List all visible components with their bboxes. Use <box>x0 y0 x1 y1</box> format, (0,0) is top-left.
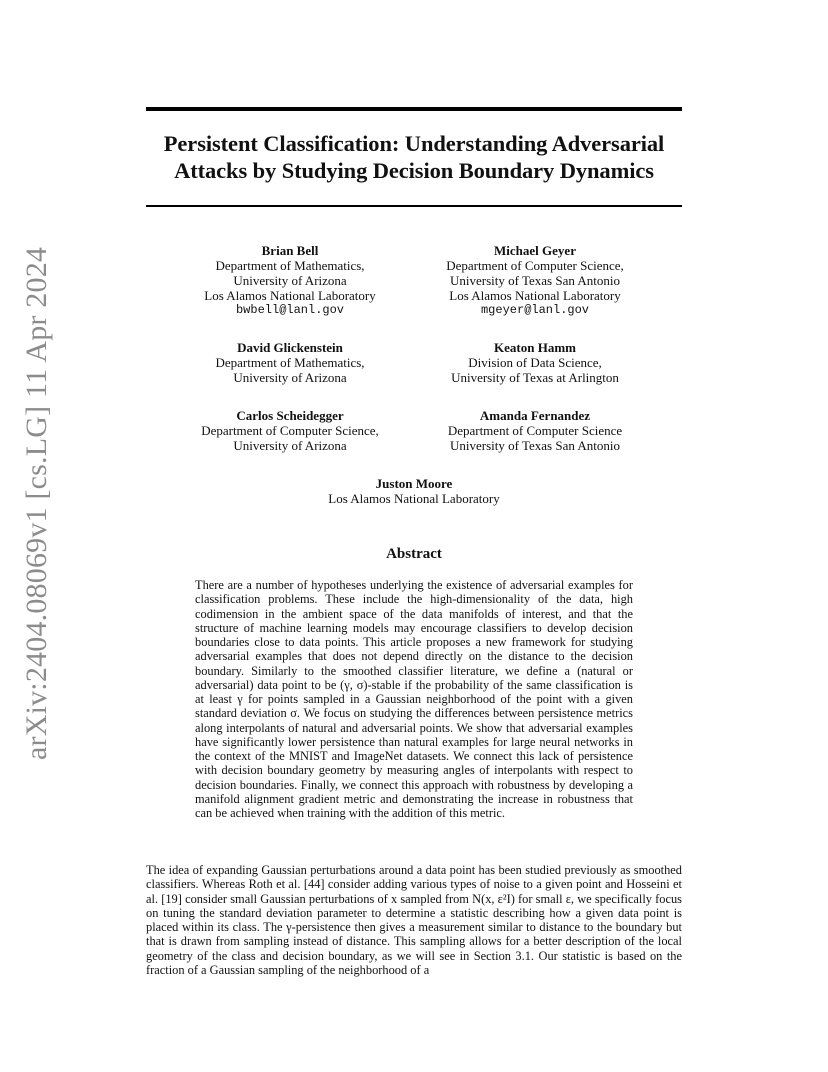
author-carlos-scheidegger <box>190 408 390 453</box>
author-name: Brian Bell <box>261 243 319 258</box>
author-affiliation: Department of Computer Science, <box>201 423 379 438</box>
body-paragraph: The idea of expanding Gaussian perturbations around a data point has been studied previously as smoothed classifiers. Whereas Roth et al. [44] consider adding various types of noise to a given point and Hosseini et al. [19] consider small Gaussian perturbations of x sampled from N(x, ε²I) for small ε, we specifically focus on tuning the standard deviation parameter to determine a statistic describing how a given data point is placed within its class. The γ-persistence then gives a measurement similar to distance to the boundary but that is drawn from sampling instead of distance. This sampling allows for a better description of the local geometry of the class and decision boundary, as we will see in Section 3.1. Our statistic is based on the fraction of a Gaussian sampling of the neighborhood of a <box>146 863 682 978</box>
author-name: Amanda Fernandez <box>479 408 591 423</box>
author-affiliation: University of Arizona <box>233 370 347 385</box>
author-email: mgeyer@lanl.gov <box>480 303 590 317</box>
author-affiliation: Los Alamos National Laboratory <box>449 288 621 303</box>
author-affiliation: University of Texas San Antonio <box>449 273 620 288</box>
title-line-2: Attacks by Studying Decision Boundary Dynamics <box>174 158 654 183</box>
author-amanda-fernandez <box>425 408 645 453</box>
author-affiliation: University of Texas San Antonio <box>449 438 620 453</box>
title-line-1: Persistent Classification: Understanding Adversarial <box>163 131 665 156</box>
author-affiliation: University of Texas at Arlington <box>451 370 619 385</box>
author-name: Keaton Hamm <box>494 340 576 355</box>
author-affiliation: Department of Computer Science <box>447 423 623 438</box>
abstract-text: There are a number of hypotheses underlying the existence of adversarial examples for classification problems. These include the high-dimensionality of the data, high codimension in the ambient space of the data manifolds of interest, and that the structure of machine learning models may encourage classifiers to develop decision boundaries close to data points. This article proposes a new framework for studying adversarial examples that does not depend directly on the distance to the decision boundary. Similarly to the smoothed classifier literature, we define a (natural or adversarial) data point to be (γ, σ)-stable if the probability of the same classification is at least γ for points sampled in a Gaussian neighborhood of the point with a given standard deviation σ. We focus on studying the differences between persistence metrics along interpolants of natural and adversarial points. We show that adversarial examples have significantly lower persistence than natural examples for large neural networks in the context of the MNIST and ImageNet datasets. We connect this lack of persistence with decision boundary geometry by measuring angles of interpolants with respect to decision boundaries. Finally, we connect this approach with robustness by developing a manifold alignment gradient metric and demonstrating the increase in robustness that can be achieved when training with the addition of this metric. <box>195 578 633 820</box>
author-affiliation: University of Arizona <box>233 438 347 453</box>
author-brian-bell <box>190 243 390 318</box>
author-affiliation: University of Arizona <box>233 273 347 288</box>
author-affiliation: Los Alamos National Laboratory <box>328 491 500 506</box>
author-name: Michael Geyer <box>494 243 576 258</box>
author-affiliation: Department of Computer Science, <box>446 258 624 273</box>
title-top-rule <box>146 107 682 111</box>
author-juston-moore <box>314 476 514 506</box>
title-bottom-rule <box>146 205 682 207</box>
author-david-glickenstein <box>190 340 390 385</box>
author-affiliation: Division of Data Science, <box>468 355 602 370</box>
arxiv-identifier-stamp: arXiv:2404.08069v1 [cs.LG] 11 Apr 2024 <box>20 246 53 760</box>
author-michael-geyer <box>425 243 645 318</box>
author-name: David Glickenstein <box>237 340 343 355</box>
author-email: bwbell@lanl.gov <box>235 303 345 317</box>
author-affiliation: Department of Mathematics, <box>215 258 365 273</box>
paper-title <box>146 130 682 184</box>
author-affiliation: Department of Mathematics, <box>215 355 365 370</box>
author-name: Carlos Scheidegger <box>236 408 344 423</box>
author-keaton-hamm <box>425 340 645 385</box>
author-affiliation: Los Alamos National Laboratory <box>204 288 376 303</box>
abstract-heading: Abstract <box>386 546 442 562</box>
author-name: Juston Moore <box>375 476 453 491</box>
